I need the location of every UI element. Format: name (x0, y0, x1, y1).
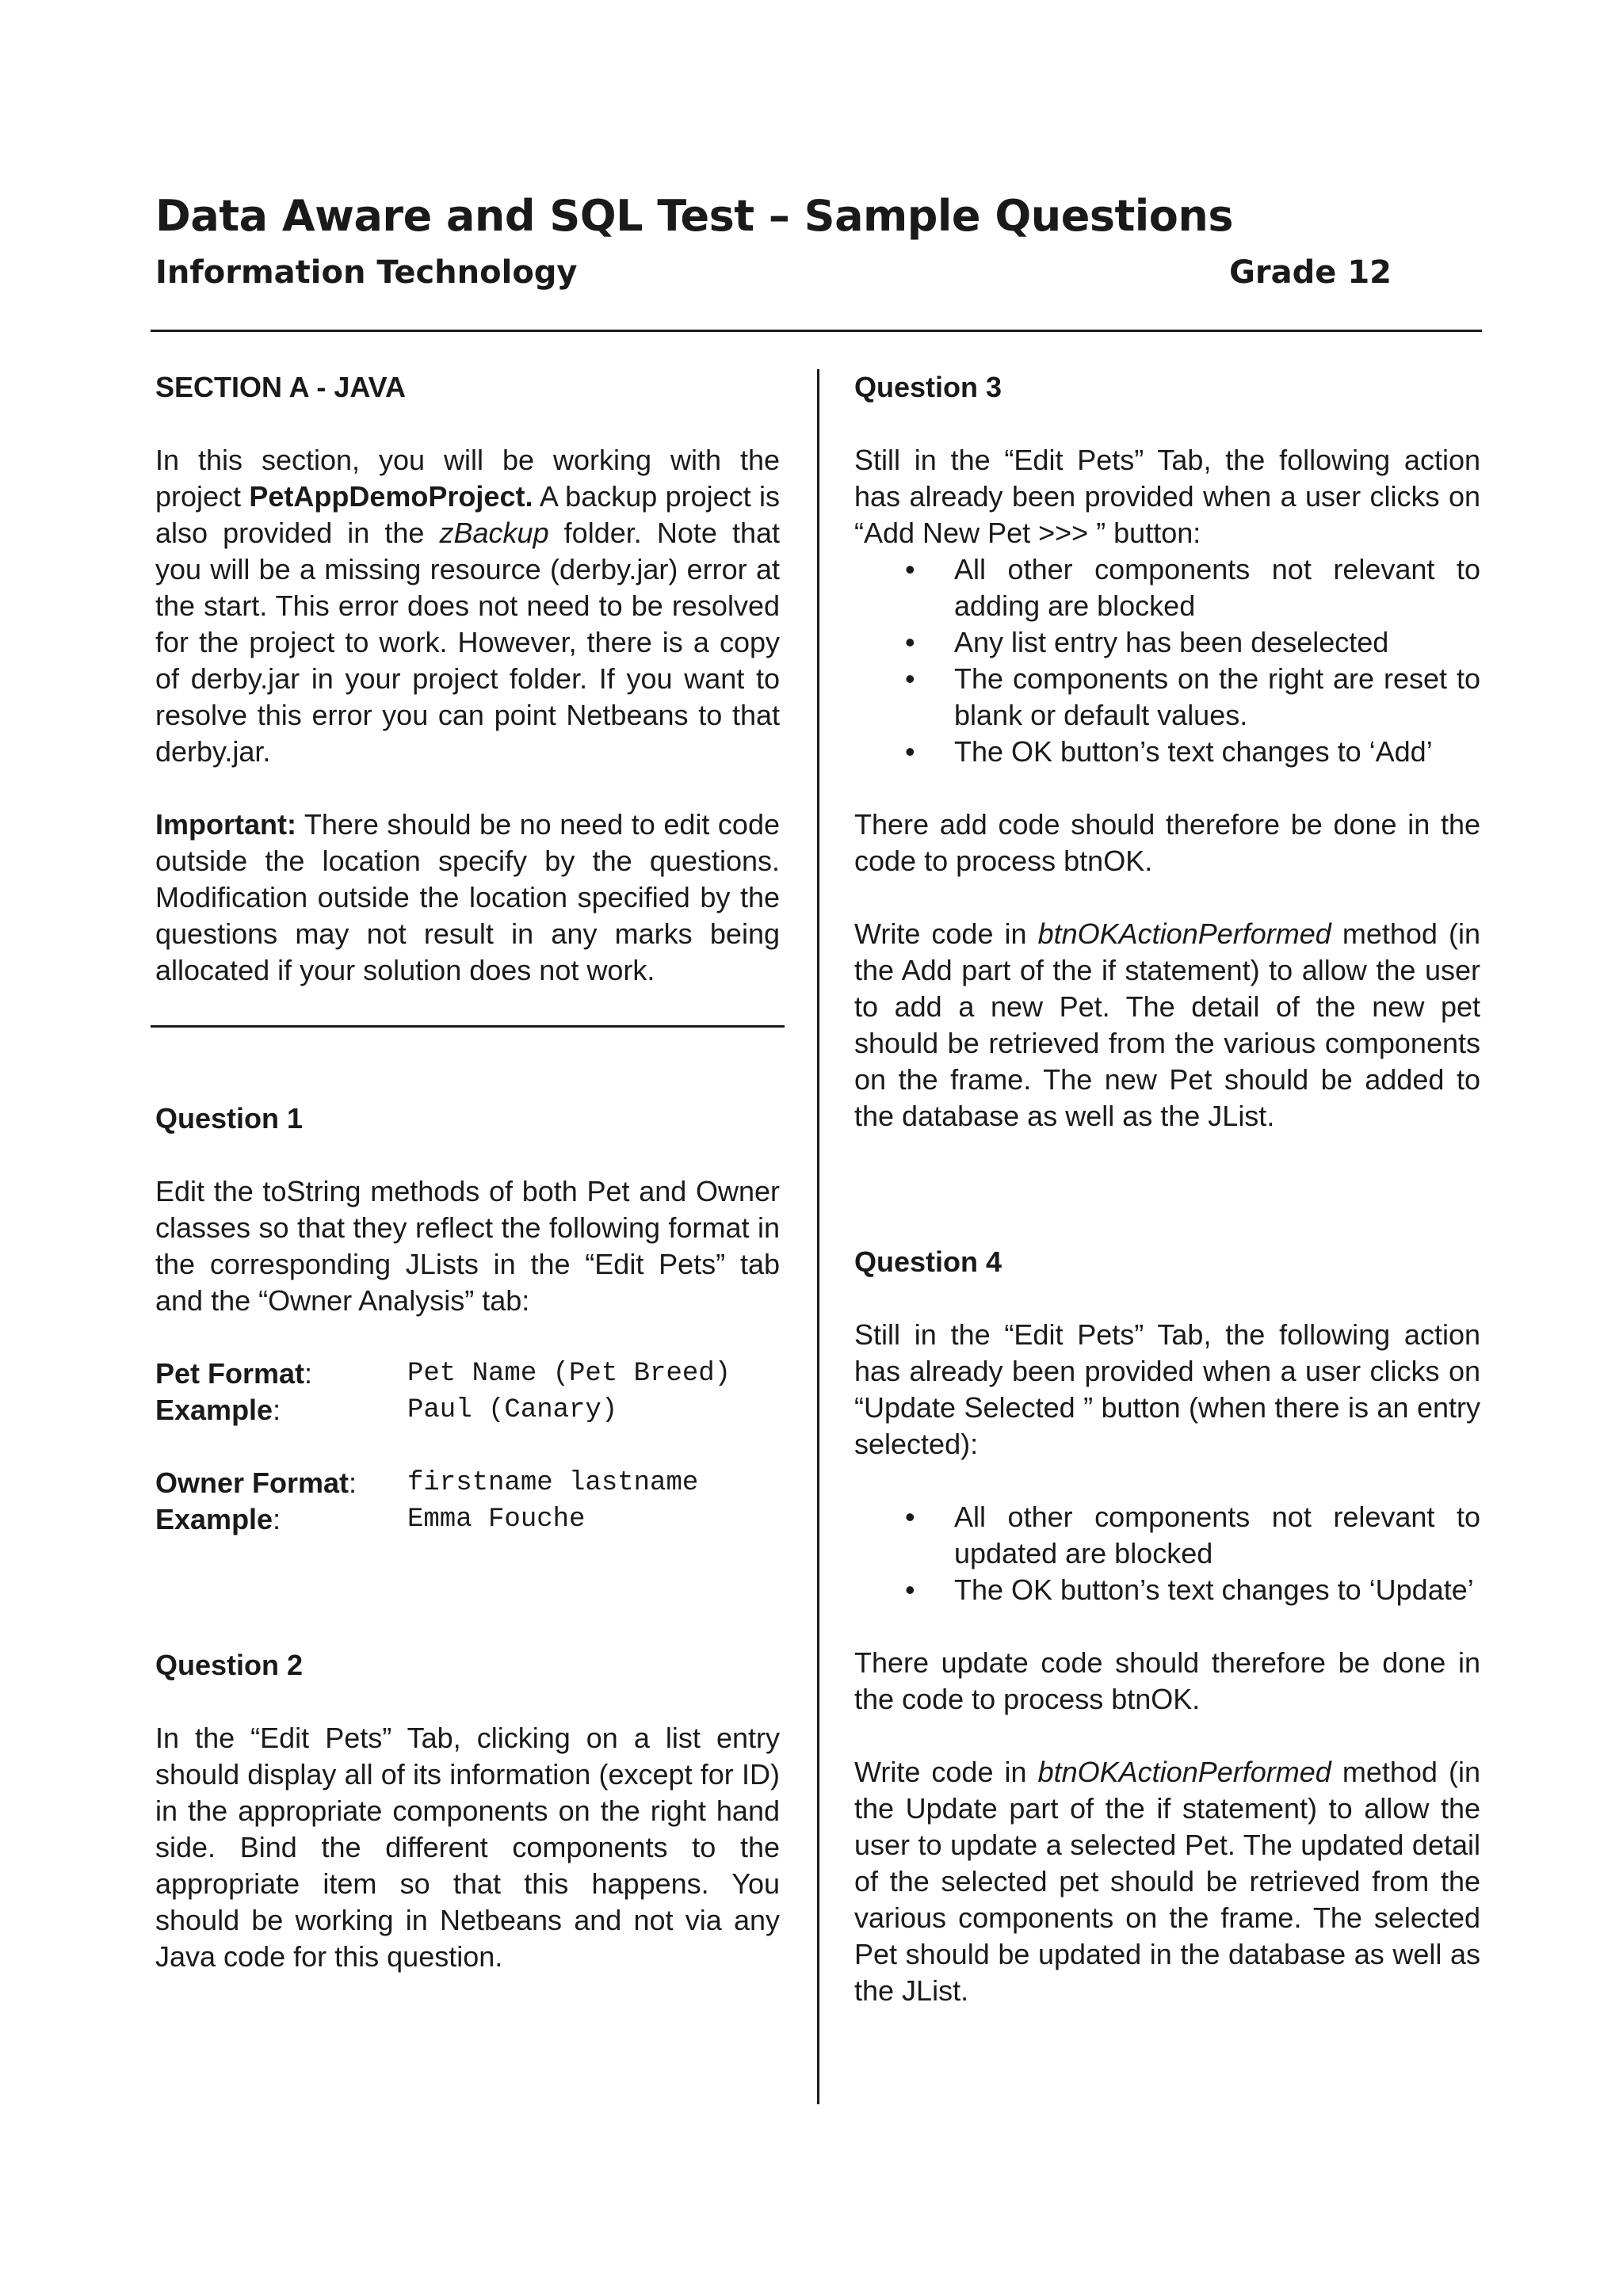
pet-example-label: Example: (155, 1394, 281, 1426)
list-item: • All other components not relevant to updated are blocked (954, 1499, 1480, 1572)
question-2-heading: Question 2 (155, 1649, 304, 1681)
header-divider (151, 330, 1482, 332)
question-2-body: In the “Edit Pets” Tab, clicking on a list entry should display all of its information (except for ID) in the appropriate components on the right hand side. Bind the different components to the appropriate item so that this happens. You should be working in Netbeans and not via any Java code for this question. (155, 1722, 780, 1973)
owner-format-block (155, 1465, 780, 1538)
owner-format-value: firstname lastname (407, 1468, 699, 1498)
method-name: btnOKActionPerformed (1037, 917, 1331, 950)
list-item: • The OK button’s text changes to ‘Update’ (954, 1572, 1480, 1608)
list-item: • The components on the right are reset to blank or default values. (954, 661, 1480, 734)
question-3-task: Write code in btnOKActionPerformed method (in the Add part of the if statement) to allow the user to add a new Pet. The detail of the new pet should be retrieved from the various components on the frame. The new Pet should be added to the database as well as the JList. (854, 917, 1480, 1132)
important-label: Important: (155, 808, 296, 841)
section-a-intro: In this section, you will be working with the project PetAppDemoProject. A backup project is also provided in the zBackup folder. Note that you will be a missing resource (derby.jar) error at the start. This error does not need to be resolved for the project to work. However, there is a copy of derby.jar in your project folder. If you want to resolve this error you can point Netbeans to that derby.jar. (155, 444, 780, 768)
question-3-heading: Question 3 (854, 371, 1002, 403)
subject-label: Information Technology (155, 254, 578, 291)
pet-format-label: Pet Format: (155, 1357, 313, 1390)
left-column (155, 369, 780, 1975)
question-1-body: Edit the toString methods of both Pet and Owner classes so that they reflect the following format in the corresponding JLists in the “Edit Pets” tab and the “Owner Analysis” tab: (155, 1175, 780, 1317)
question-3-intro: Still in the “Edit Pets” Tab, the following action has already been provided when a user clicks on “Add New Pet >>> ” button: (854, 444, 1480, 549)
question-4-bullets (854, 1499, 1480, 1608)
list-item: • All other components not relevant to adding are blocked (954, 551, 1480, 624)
list-item: • The OK button’s text changes to ‘Add’ (954, 734, 1480, 770)
question-1-heading: Question 1 (155, 1102, 304, 1135)
column-divider (817, 369, 819, 2104)
right-column (854, 369, 1480, 2009)
pet-format-value: Pet Name (Pet Breed) (407, 1359, 731, 1389)
method-name: btnOKActionPerformed (1037, 1756, 1331, 1788)
subtitle-row (155, 250, 1392, 295)
owner-example-value: Emma Fouche (407, 1505, 586, 1535)
question-3-bullets (854, 551, 1480, 770)
grade-label: Grade 12 (1229, 254, 1392, 291)
question-4-task: Write code in btnOKActionPerformed method (in the Update part of the if statement) to allow the user to update a selected Pet. The updated detail of the selected pet should be retrieved from the various components on the frame. The selected Pet should be updated in the database as well as the JList. (854, 1756, 1480, 2007)
page-header (155, 189, 1392, 295)
question-4-para2: There update code should therefore be done in the code to process btnOK. (854, 1646, 1480, 1715)
owner-example-label: Example: (155, 1503, 281, 1535)
section-divider (151, 1025, 785, 1028)
question-3-para2: There add code should therefore be done in the code to process btnOK. (854, 808, 1480, 877)
question-4-heading: Question 4 (854, 1245, 1002, 1278)
backup-folder-name: zBackup (439, 517, 549, 549)
pet-example-value: Paul (Canary) (407, 1395, 618, 1425)
list-item: • Any list entry has been deselected (954, 624, 1480, 661)
pet-format-block (155, 1356, 780, 1428)
important-note: Important: There should be no need to edit code outside the location specify by the questions. Modification outside the location specified by the questions may not result in any marks being allocated if your solution does not work. (155, 808, 780, 986)
project-name: PetAppDemoProject. (249, 480, 533, 513)
owner-format-label: Owner Format: (155, 1466, 357, 1499)
question-4-intro: Still in the “Edit Pets” Tab, the following action has already been provided when a user clicks on “Update Selected ” button (when there is an entry selected): (854, 1318, 1480, 1460)
document-title: Data Aware and SQL Test – Sample Questions (155, 191, 1233, 241)
section-a-heading: SECTION A - JAVA (155, 371, 407, 403)
